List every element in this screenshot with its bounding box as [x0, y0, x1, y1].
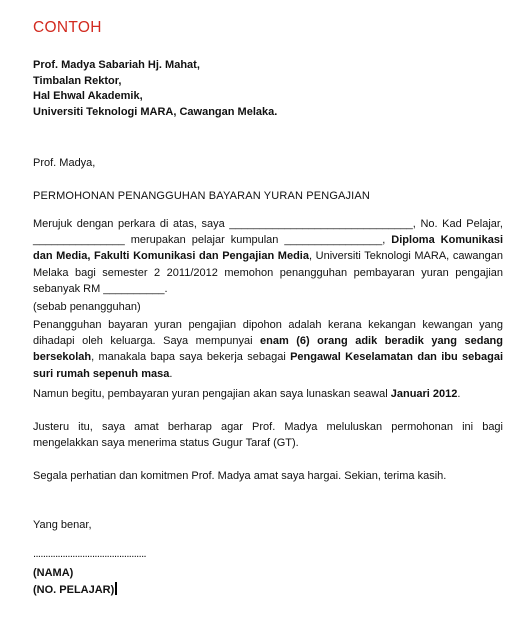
payment-text-c: . — [457, 388, 461, 400]
reason-parents: Pengawal Keselamatan dan ibu sebagai suri rumah sepenuh masa — [33, 351, 504, 380]
recipient-dept: Hal Ehwal Akademik, — [33, 90, 143, 103]
paragraph-thanks: Segala perhatian dan komitmen Prof. Madya amat saya hargai. Sekian, terima kasih. — [33, 470, 447, 482]
intro-text-c: , Universiti Teknologi MARA, cawangan Melaka bagi semester 2 2011/2012 memohon penangguhan pembayaran yuran pengajian sebanyak RM __________. — [33, 250, 503, 295]
recipient-address — [33, 58, 503, 120]
closing: Yang benar, — [33, 519, 92, 531]
paragraph-payment — [33, 386, 503, 402]
recipient-title: Timbalan Rektor, — [33, 74, 122, 87]
text-cursor — [115, 582, 117, 595]
recipient-institution: Universiti Teknologi MARA, Cawangan Melaka. — [33, 105, 278, 118]
example-label: CONTOH — [33, 19, 102, 36]
name-placeholder: (NAMA) — [33, 567, 74, 579]
paragraph-intro — [33, 216, 503, 297]
student-number-line — [33, 582, 503, 596]
reason-siblings: enam (6) orang adik beradik yang sedang bersekolah — [33, 335, 503, 364]
student-number-placeholder: (NO. PELAJAR) — [33, 584, 115, 596]
payment-date: Januari 2012 — [390, 388, 458, 400]
reason-text-c: , manakala bapa saya bekerja sebagai — [91, 351, 291, 364]
recipient-name: Prof. Madya Sabariah Hj. Mahat, — [33, 59, 200, 71]
payment-text-a: Namun begitu, pembayaran yuran pengajian akan saya lunaskan seawal — [33, 388, 391, 400]
paragraph-request: Justeru itu, saya amat berharap agar Prof. Madya meluluskan permohonan ini bagi mengelakkan saya menerima status Gugur Taraf (GT). — [33, 421, 503, 450]
signature-line: .............................................. — [33, 548, 146, 560]
paragraph-reason — [33, 317, 503, 382]
intro-programme: Diploma Komunikasi dan Media, Fakulti Komunikasi dan Pengajian Media — [33, 234, 504, 263]
greeting: Prof. Madya, — [33, 157, 96, 169]
intro-text-a: Merujuk dengan perkara di atas, saya ______________________________, No. Kad Pelajar, _______________ merupakan pelajar kumpulan ________________, — [33, 218, 503, 247]
reason-label: (sebab penangguhan) — [33, 301, 141, 313]
letter-subject: PERMOHONAN PENANGGUHAN BAYARAN YURAN PENGAJIAN — [33, 190, 370, 202]
reason-text-e: . — [169, 367, 173, 380]
reason-text-a: Penangguhan bayaran yuran pengajian dipohon adalah kerana kekangan kewangan yang dihadapi oleh keluarga. Saya mempunyai — [33, 319, 503, 348]
